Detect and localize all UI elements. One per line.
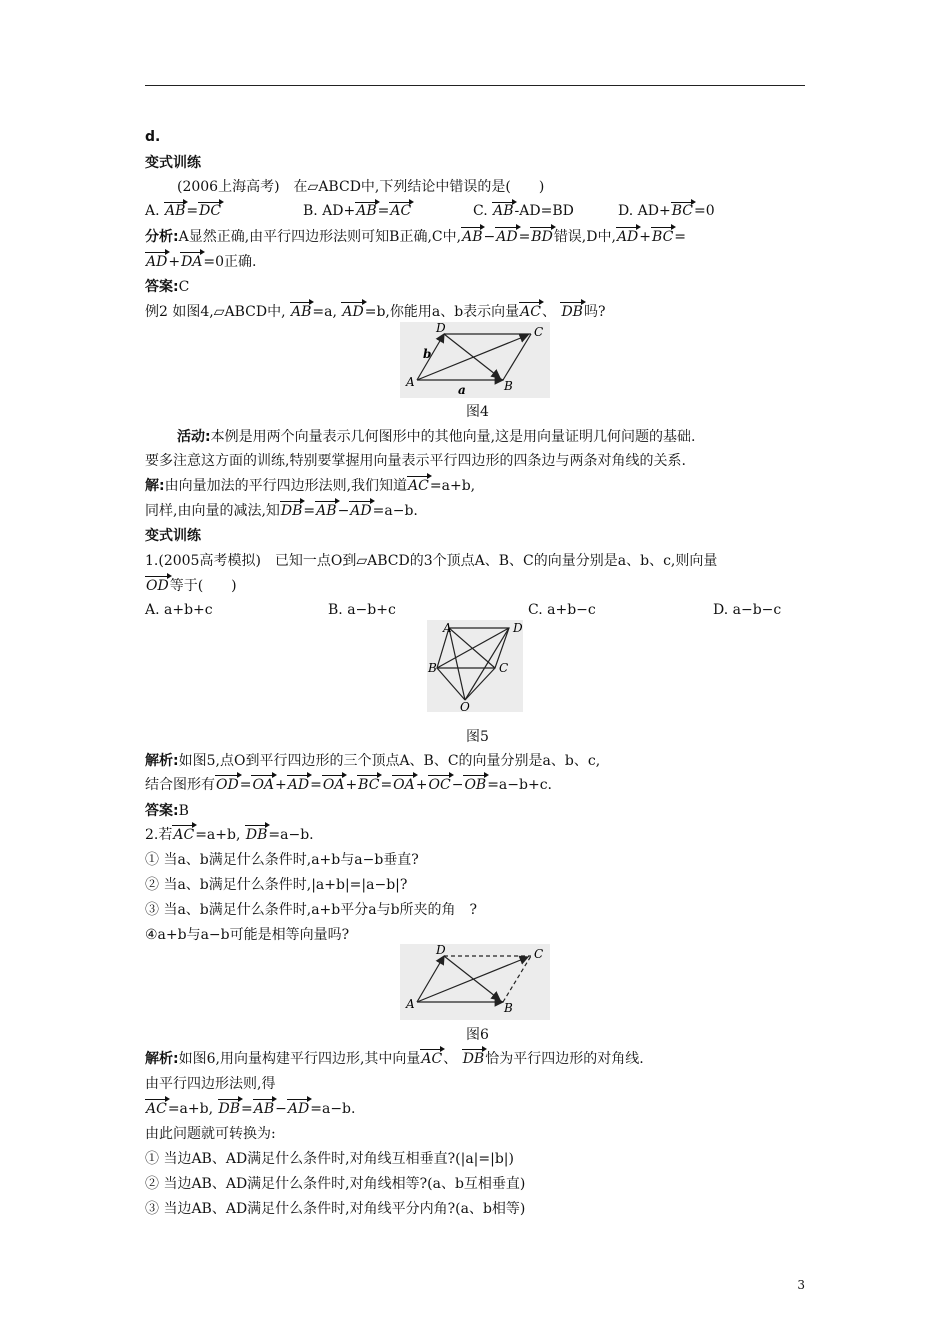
fig4-label-A: A [406, 375, 415, 389]
section-heading: 变式训练 [145, 528, 201, 544]
answer-line: 答案:C [145, 279, 190, 295]
section-heading: 变式训练 [145, 155, 201, 171]
fig5-label-C: C [499, 661, 509, 675]
analysis-line: 解析:如图6,用向量构建平行四边形,其中向量AC、 DB恰为平行四边形的对角线. [145, 1051, 644, 1067]
analysis-line: 分析:A显然正确,由平行四边形法则可知B正确,C中,AB−AD=BD错误,D中,AD+BC= [145, 229, 687, 245]
fig6-label-C: C [534, 947, 544, 961]
example-2-line: 例2 如图4,▱ABCD中, AB=a, AD=b,你能用a、b表示向量AC、 DB吗? [145, 304, 606, 320]
text-line: 由此问题就可转换为: [145, 1126, 276, 1142]
option-d: D. AD+BC=0 [618, 203, 715, 219]
fig4-label-a: a [458, 383, 466, 397]
question-2-line: 2.若AC=a+b, DB=a−b. [145, 827, 314, 843]
fig6-label-D: D [436, 944, 446, 957]
fig5-label-B: B [428, 661, 437, 675]
conclusion-line: ① 当边AB、AD满足什么条件时,对角线互相垂直?(|a|=|b|) [145, 1151, 514, 1167]
figure-5-caption: 图5 [466, 729, 489, 745]
header-rule [145, 85, 805, 86]
figure-6 [400, 944, 550, 1020]
sub-question: ① 当a、b满足什么条件时,a+b与a−b垂直? [145, 852, 419, 868]
option-a: A. a+b+c [145, 602, 213, 618]
sub-question: ② 当a、b满足什么条件时,|a+b|=|a−b|? [145, 877, 408, 893]
fig4-label-B: B [504, 379, 513, 393]
figure-4-caption: 图4 [466, 404, 489, 420]
text-line: d. [145, 129, 161, 145]
fig4-label-D: D [436, 322, 446, 335]
question-stem: (2006上海高考) 在▱ABCD中,下列结论中错误的是( ) [177, 179, 545, 195]
option-b: B. a−b+c [328, 602, 396, 618]
text-line: 要多注意这方面的训练,特别要掌握用向量表示平行四边形的四条边与两条对角线的关系. [145, 453, 686, 469]
fig4-label-b: b [423, 347, 432, 361]
formula-line: AC=a+b, DB=AB−AD=a−b. [146, 1101, 356, 1117]
question-1-line: OD等于( ) [146, 578, 237, 594]
option-c: C. a+b−c [528, 602, 596, 618]
fig4-label-C: C [534, 325, 544, 339]
sub-question: ③ 当a、b满足什么条件时,a+b平分a与b所夹的角 ? [145, 902, 478, 918]
analysis-line: 解析:如图5,点O到平行四边形的三个顶点A、B、C的向量分别是a、b、c, [145, 753, 601, 769]
conclusion-line: ② 当边AB、AD满足什么条件时,对角线相等?(a、b互相垂直) [145, 1176, 526, 1192]
answer-line: 答案:B [145, 803, 189, 819]
solution-line: 同样,由向量的减法,知DB=AB−AD=a−b. [145, 503, 418, 519]
option-d: D. a−b−c [713, 602, 782, 618]
analysis-line: 结合图形有OD=OA+AD=OA+BC=OA+OC−OB=a−b+c. [145, 777, 552, 793]
conclusion-line: ③ 当边AB、AD满足什么条件时,对角线平分内角?(a、b相等) [145, 1201, 526, 1217]
option-a: A. AB=DC [145, 203, 222, 219]
figure-5 [427, 620, 523, 712]
question-1-line: 1.(2005高考模拟) 已知一点O到▱ABCD的3个顶点A、B、C的向量分别是a、b、c,则向量 [145, 553, 718, 569]
option-b: B. AD+AB=AC [303, 203, 412, 219]
fig5-label-D: D [513, 621, 523, 635]
figure-4 [400, 322, 550, 398]
fig5-label-A: A [443, 621, 452, 635]
page-number: 3 [797, 1278, 805, 1292]
figure-6-caption: 图6 [466, 1027, 489, 1043]
fig5-label-O: O [460, 700, 470, 712]
fig6-label-B: B [504, 1001, 513, 1015]
text-line: 由平行四边形法则,得 [145, 1076, 276, 1092]
activity-line: 活动:本例是用两个向量表示几何图形中的其他向量,这是用向量证明几何问题的基础. [177, 429, 696, 445]
analysis-line: AD+DA=0正确. [146, 254, 257, 270]
fig6-label-A: A [406, 997, 415, 1011]
option-c: C. AB-AD=BD [473, 203, 574, 219]
sub-question: ④a+b与a−b可能是相等向量吗? [145, 927, 350, 943]
solution-line: 解:由向量加法的平行四边形法则,我们知道AC=a+b, [145, 478, 476, 494]
